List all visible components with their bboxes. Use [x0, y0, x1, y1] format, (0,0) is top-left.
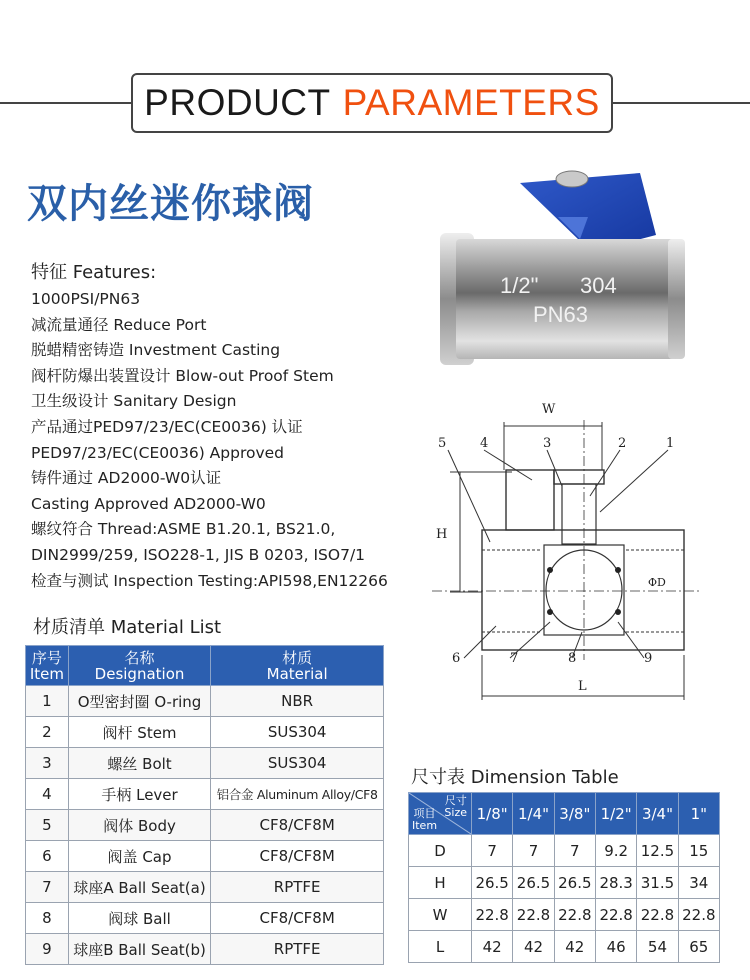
size-col: 1/8" [472, 793, 513, 835]
dim-cell: 28.3 [595, 867, 636, 899]
corner-size-cn: 尺寸 [444, 794, 467, 807]
features-heading: 特征 Features: [31, 262, 157, 283]
feature-item: 产品通过PED97/23/EC(CE0036) 认证 [31, 417, 303, 436]
col-material-en: Material [266, 664, 328, 683]
cell-material: SUS304 [211, 717, 384, 748]
drawing-lever-top [554, 470, 604, 484]
callout-9: 9 [644, 651, 653, 666]
feature-item: 检查与测试 Inspection Testing:API598,EN12266 [31, 571, 388, 590]
size-col: 3/4" [637, 793, 678, 835]
section-title-word1: PRODUCT [144, 82, 331, 123]
table-row [26, 841, 384, 872]
cell-item: 1 [26, 686, 69, 717]
leader-1 [600, 450, 668, 512]
dim-cell: 46 [595, 931, 636, 963]
header-rule-left [0, 102, 132, 104]
col-item-cn: 序号 [31, 648, 62, 667]
corner-item-en: Item [412, 819, 438, 832]
cell-item: 5 [26, 810, 69, 841]
dimension-table-heading: 尺寸表 Dimension Table [411, 767, 619, 788]
leader-2 [590, 450, 620, 496]
dim-cell: 15 [678, 835, 719, 867]
callout-6: 6 [452, 651, 461, 666]
table-row [26, 903, 384, 934]
leader-9 [618, 622, 644, 658]
callout-2: 2 [618, 436, 627, 451]
feature-item: Casting Approved AD2000-W0 [31, 494, 266, 513]
corner-cell [409, 793, 472, 835]
dim-label-l: L [578, 679, 587, 694]
cell-material: CF8/CF8M [211, 810, 384, 841]
table-row [409, 931, 720, 963]
dim-cell: 42 [554, 931, 595, 963]
section-title [131, 73, 613, 133]
table-row [26, 779, 384, 810]
dim-cell: 7 [472, 835, 513, 867]
dim-cell: 26.5 [513, 867, 554, 899]
marking-pressure: PN63 [533, 302, 589, 327]
feature-item: 铸件通过 AD2000-W0认证 [31, 469, 222, 488]
product-title: 双内丝迷你球阀 [27, 181, 314, 227]
dim-cell: 31.5 [637, 867, 678, 899]
table-row [26, 748, 384, 779]
feature-item: PED97/23/EC(CE0036) Approved [31, 443, 285, 462]
cell-designation: O型密封圈 O-ring [68, 686, 211, 717]
dimension-table [408, 792, 720, 963]
feature-item: 脱蜡精密铸造 Investment Casting [31, 341, 281, 360]
corner-size-en: Size [444, 806, 467, 819]
cell-designation: 螺丝 Bolt [68, 748, 211, 779]
dim-cell: 22.8 [513, 899, 554, 931]
leader-4 [484, 450, 532, 480]
size-col: 1/4" [513, 793, 554, 835]
cell-material: 铝合金 Aluminum Alloy/CF8 [211, 779, 384, 810]
body-end-right [668, 239, 685, 359]
cell-designation: 球座A Ball Seat(a) [68, 872, 211, 903]
table-row [26, 686, 384, 717]
seal-dot [547, 609, 553, 615]
lever [520, 173, 656, 247]
table-row [409, 899, 720, 931]
col-material-cn: 材质 [282, 648, 313, 667]
lever-screw [556, 171, 588, 187]
corner-item-cn: 项目 [413, 807, 436, 820]
leader-5 [448, 450, 490, 542]
leader-6 [464, 626, 496, 658]
callout-1: 1 [666, 436, 675, 451]
dim-cell: 22.8 [678, 899, 719, 931]
table-row [409, 835, 720, 867]
dim-cell: 26.5 [554, 867, 595, 899]
cell-designation: 阀体 Body [68, 810, 211, 841]
callout-3: 3 [543, 436, 552, 451]
col-designation [68, 646, 211, 686]
feature-item: 减流量通径 Reduce Port [31, 315, 207, 334]
seal-dot [547, 567, 553, 573]
dim-cell: 42 [472, 931, 513, 963]
row-label: H [409, 867, 472, 899]
cell-material: NBR [211, 686, 384, 717]
cell-item: 4 [26, 779, 69, 810]
header-rule-right [612, 102, 750, 104]
row-label: L [409, 931, 472, 963]
dim-cell: 22.8 [637, 899, 678, 931]
cell-designation: 阀球 Ball [68, 903, 211, 934]
cell-designation: 球座B Ball Seat(b) [68, 934, 211, 965]
callout-5: 5 [438, 436, 447, 451]
cell-material: SUS304 [211, 748, 384, 779]
cell-item: 6 [26, 841, 69, 872]
row-label: D [409, 835, 472, 867]
technical-drawing [412, 400, 712, 730]
feature-item: 卫生级设计 Sanitary Design [31, 392, 237, 411]
cell-item: 8 [26, 903, 69, 934]
table-row [26, 717, 384, 748]
material-table [25, 645, 384, 965]
cell-item: 9 [26, 934, 69, 965]
table-row [409, 867, 720, 899]
marking-material: 304 [580, 273, 617, 298]
material-list-heading: 材质清单 Material List [33, 617, 222, 638]
material-table-header [26, 646, 384, 686]
dim-cell: 34 [678, 867, 719, 899]
cell-material: CF8/CF8M [211, 903, 384, 934]
callout-4: 4 [480, 436, 489, 451]
dim-cell: 65 [678, 931, 719, 963]
valve-photo [440, 165, 685, 375]
cell-material: CF8/CF8M [211, 841, 384, 872]
dim-cell: 22.8 [472, 899, 513, 931]
dim-cell: 9.2 [595, 835, 636, 867]
seal-dot [615, 567, 621, 573]
feature-item: 螺纹符合 Thread:ASME B1.20.1, BS21.0, [31, 520, 336, 539]
col-item-en: Item [29, 664, 64, 683]
features-list [31, 287, 388, 594]
callout-7: 7 [510, 651, 519, 666]
dim-cell: 7 [554, 835, 595, 867]
table-row [26, 934, 384, 965]
cell-item: 3 [26, 748, 69, 779]
feature-item: 阀杆防爆出装置设计 Blow-out Proof Stem [31, 366, 334, 385]
col-material [211, 646, 384, 686]
valve-body [456, 239, 682, 359]
seal-dot [615, 609, 621, 615]
dim-label-h: H [436, 527, 448, 542]
dim-label-w: W [542, 402, 556, 417]
cell-material: RPTFE [211, 934, 384, 965]
marking-size: 1/2" [500, 273, 539, 298]
dim-cell: 54 [637, 931, 678, 963]
cell-designation: 阀盖 Cap [68, 841, 211, 872]
col-designation-cn: 名称 [124, 648, 155, 667]
callout-8: 8 [568, 651, 577, 666]
table-row [26, 810, 384, 841]
dim-cell: 7 [513, 835, 554, 867]
cell-designation: 阀杆 Stem [68, 717, 211, 748]
dim-cell: 42 [513, 931, 554, 963]
dim-cell: 22.8 [595, 899, 636, 931]
size-col: 1" [678, 793, 719, 835]
col-designation-en: Designation [94, 664, 185, 683]
feature-item: DIN2999/259, ISO228-1, JIS B 0203, ISO7/1 [31, 545, 366, 564]
dim-cell: 26.5 [472, 867, 513, 899]
cell-designation: 手柄 Lever [68, 779, 211, 810]
dim-cell: 12.5 [637, 835, 678, 867]
table-row [26, 872, 384, 903]
cell-item: 2 [26, 717, 69, 748]
size-col: 3/8" [554, 793, 595, 835]
col-item [26, 646, 69, 686]
dimension-table-header [409, 793, 720, 835]
size-col: 1/2" [595, 793, 636, 835]
dim-label-d: ΦD [648, 576, 666, 589]
row-label: W [409, 899, 472, 931]
section-title-word2: PARAMETERS [342, 82, 600, 123]
drawing-stem [562, 484, 596, 544]
feature-item: 1000PSI/PN63 [31, 290, 141, 308]
dim-cell: 22.8 [554, 899, 595, 931]
cell-material: RPTFE [211, 872, 384, 903]
cell-item: 7 [26, 872, 69, 903]
